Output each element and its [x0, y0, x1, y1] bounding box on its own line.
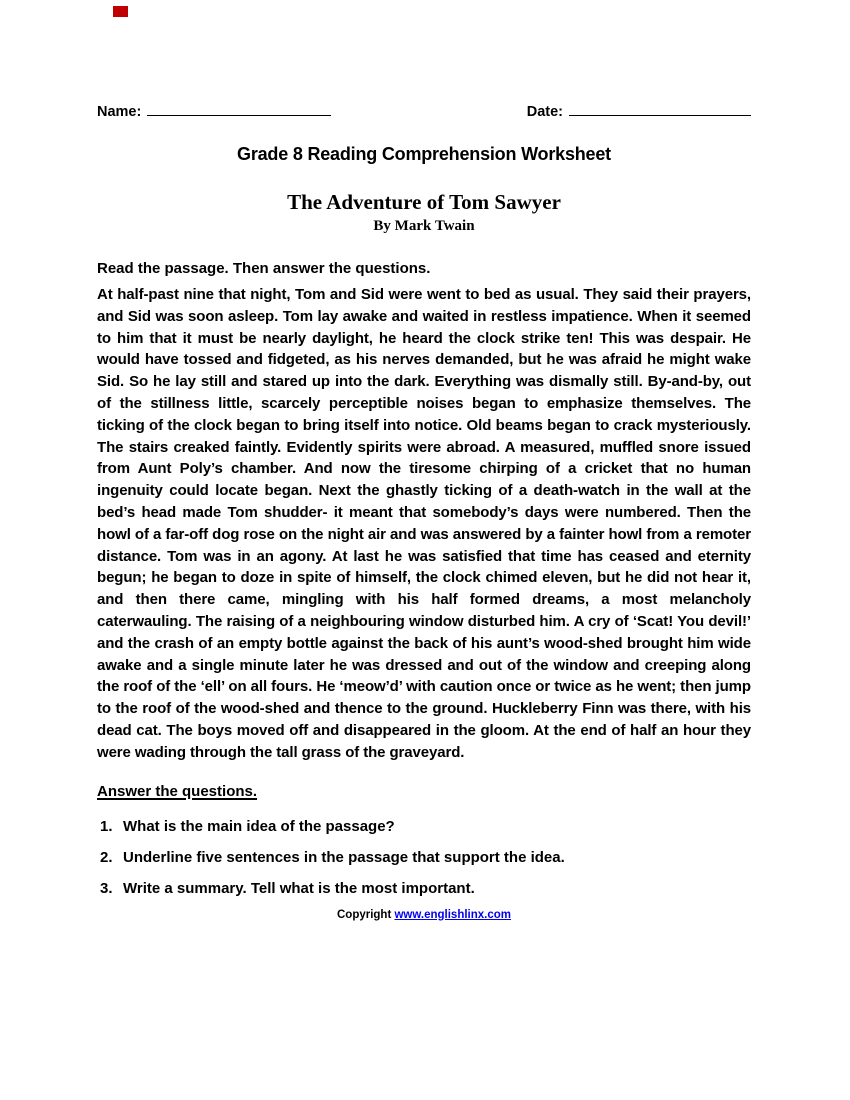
date-label: Date: [526, 104, 563, 120]
question-item [97, 880, 751, 898]
question-text: Underline five sentences in the passage that support the idea. [123, 848, 565, 866]
copyright-link[interactable]: www.englishlinx.com [394, 908, 511, 921]
question-item [97, 818, 751, 836]
date-blank-line [569, 102, 751, 116]
worksheet-title: Grade 8 Reading Comprehension Worksheet [237, 144, 611, 164]
answer-questions-heading: Answer the questions. [97, 782, 258, 800]
question-text: Write a summary. Tell what is the most important. [123, 879, 475, 897]
question-number: 1. [100, 817, 113, 835]
question-number: 2. [100, 848, 113, 866]
question-item [97, 849, 751, 867]
name-date-row [97, 102, 751, 120]
worksheet-content [97, 0, 751, 921]
passage-text: At half-past nine that night, Tom and Sid were went to bed as usual. They said their prayers, and Sid was soon asleep. Tom lay awake and waited in restless impatience. When it seemed to him that it must be nearly daylight, he heard the clock strike ten! This was despair. He would have tossed and fidgeted, as his nerves demanded, but he was afraid he might wake Sid. So he lay still and stared up into the dark. Everything was dismally still. By-and-by, out of the stillness little, scarcely perceptible noises began to emphasize themselves. The ticking of the clock began to bring itself into notice. Old beams began to crack mysteriously. The stairs creaked faintly. Evidently spirits were abroad. A measured, muffled snore issued from Aunt Poly’s chamber. And now the tiresome chirping of a cricket that no human ingenuity could locate began. Next the ghastly ticking of a death-watch in the wall at the bed’s head made Tom shudder- it meant that somebody’s days were numbered. Then the howl of a far-off dog rose on the night air and was answered by a fainter howl from a remoter distance. Tom was in an agony. At last he was satisfied that time has ceased and eternity begun; he began to doze in spite of himself, the clock chimed eleven, but he did not hear it, and then there came, mingling with his half formed dreams, a most melancholy caterwauling. The raising of a neighbouring window disturbed him. A cry of ‘Scat! You devil!’ and the crash of an empty bottle against the back of his aunt’s wood-shed brought him wide awake and a single minute later he was dressed and out of the window and creeping along the roof of the ‘ell’ on all fours. He ‘meow’d’ with caution once or twice as he went; then jump to the roof of the wood-shed and thence to the ground. Huckleberry Finn was there, with his dead cat. The boys moved off and disappeared in the gloom. At the end of half an hour they were wading through the tall grass of the graveyard. [97, 286, 751, 761]
question-list [97, 818, 751, 898]
name-field [97, 102, 331, 120]
name-label: Name: [97, 104, 142, 120]
byline: By Mark Twain [373, 218, 475, 234]
copyright-label: Copyright [336, 908, 395, 921]
passage-title: The Adventure of Tom Sawyer [287, 190, 561, 214]
question-number: 3. [100, 879, 113, 897]
date-field [527, 102, 751, 120]
footer [97, 909, 751, 921]
question-text: What is the main idea of the passage? [123, 817, 395, 835]
name-blank-line [147, 102, 331, 116]
instruction-line: Read the passage. Then answer the questions. [97, 260, 431, 277]
